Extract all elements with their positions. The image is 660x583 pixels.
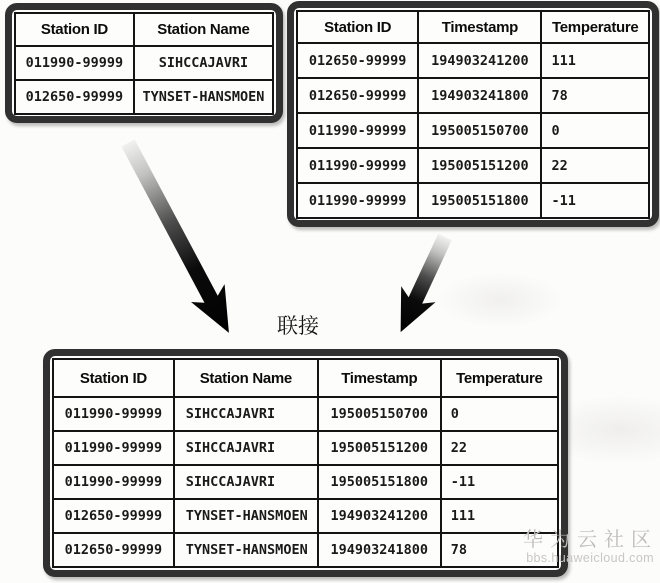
table-cell: 012650-99999 [297, 78, 418, 113]
column-header: Temperature [441, 359, 558, 397]
table-cell: 22 [541, 148, 649, 183]
table-cell: -11 [541, 183, 649, 218]
table-cell: SIHCCAJAVRI [174, 431, 318, 465]
table-cell: 012650-99999 [15, 80, 134, 114]
watermark-text: 华为云社区 [523, 527, 658, 551]
table-row [53, 431, 558, 465]
column-header: Station Name [134, 13, 273, 46]
table-cell: 0 [541, 113, 649, 148]
stations-table [5, 3, 283, 123]
table-cell: 111 [441, 499, 558, 533]
table-cell: SIHCCAJAVRI [174, 397, 318, 431]
table-cell: 011990-99999 [15, 46, 134, 80]
table-cell: 22 [441, 431, 558, 465]
table-cell: SIHCCAJAVRI [134, 46, 273, 80]
watermark-url: bbs.huaweicloud.com [526, 551, 654, 565]
joined-table [43, 349, 568, 577]
table-cell: TYNSET-HANSMOEN [174, 533, 318, 567]
table-cell: 011990-99999 [53, 431, 174, 465]
column-header: Temperature [541, 11, 649, 43]
watermark [523, 528, 658, 566]
column-header: Station ID [53, 359, 174, 397]
table-cell: 78 [441, 533, 558, 567]
join-label: 联接 [277, 314, 319, 338]
table-cell: 194903241800 [418, 78, 541, 113]
table-row [297, 113, 649, 148]
table-cell: TYNSET-HANSMOEN [174, 499, 318, 533]
table-cell: 011990-99999 [297, 113, 418, 148]
table-cell: 011990-99999 [53, 397, 174, 431]
table-cell: 194903241200 [318, 499, 441, 533]
records-table [287, 1, 659, 227]
table-cell: -11 [441, 465, 558, 499]
table-row [53, 499, 558, 533]
table-row [297, 183, 649, 218]
table-cell: 011990-99999 [297, 183, 418, 218]
table-cell: 194903241200 [418, 43, 541, 78]
header-row [15, 13, 273, 46]
table-cell: 195005151800 [318, 465, 441, 499]
column-header: Station ID [15, 13, 134, 46]
header-row [53, 359, 558, 397]
column-header: Station Name [174, 359, 318, 397]
table-cell: 194903241800 [318, 533, 441, 567]
left-join-arrow [111, 134, 245, 342]
table-cell: 111 [541, 43, 649, 78]
table-cell: 195005151800 [418, 183, 541, 218]
joined-table-grid [52, 358, 559, 568]
table-cell: 011990-99999 [53, 465, 174, 499]
table-row [297, 43, 649, 78]
table-cell: 195005151200 [318, 431, 441, 465]
table-row [53, 533, 558, 567]
table-row [297, 78, 649, 113]
column-header: Timestamp [318, 359, 441, 397]
table-row [53, 465, 558, 499]
table-cell: 011990-99999 [297, 148, 418, 183]
table-cell: 012650-99999 [297, 43, 418, 78]
header-row [297, 11, 649, 43]
column-header: Station ID [297, 11, 418, 43]
table-cell: 195005150700 [418, 113, 541, 148]
records-table-grid [296, 10, 650, 219]
table-cell: 78 [541, 78, 649, 113]
column-header: Timestamp [418, 11, 541, 43]
table-cell: 0 [441, 397, 558, 431]
table-row [297, 148, 649, 183]
table-row [15, 80, 273, 114]
right-join-arrow [383, 229, 462, 340]
table-cell: SIHCCAJAVRI [174, 465, 318, 499]
table-cell: 012650-99999 [53, 499, 174, 533]
table-cell: 012650-99999 [53, 533, 174, 567]
table-cell: 195005151200 [418, 148, 541, 183]
table-cell: TYNSET-HANSMOEN [134, 80, 273, 114]
table-row [15, 46, 273, 80]
table-cell: 195005150700 [318, 397, 441, 431]
table-row [53, 397, 558, 431]
stations-table-grid [14, 12, 274, 115]
